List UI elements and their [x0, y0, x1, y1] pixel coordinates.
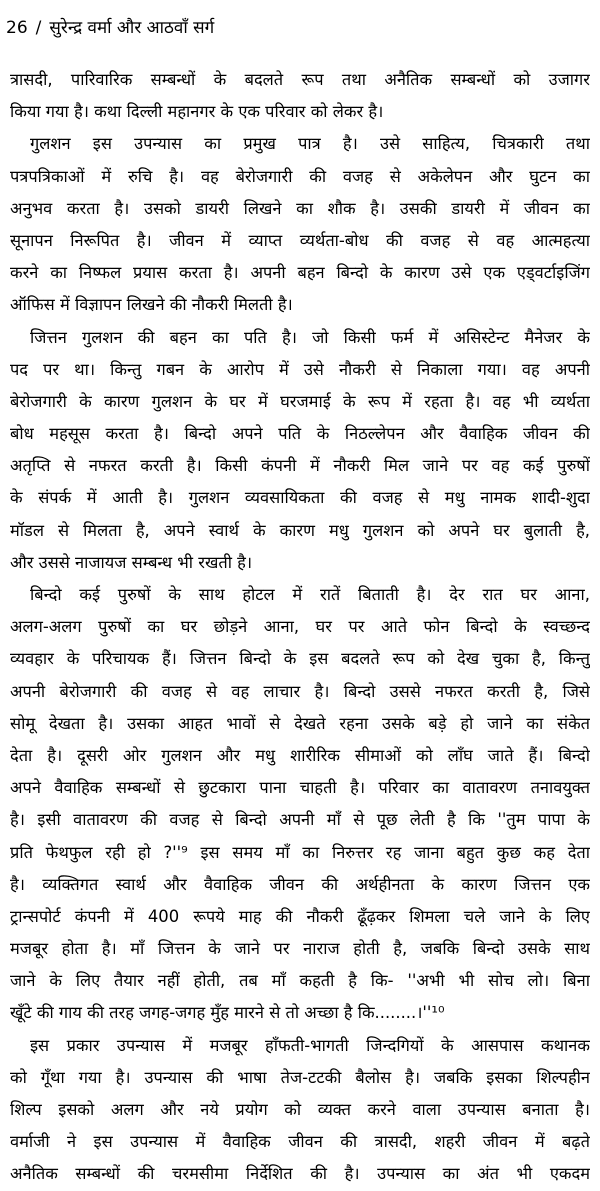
text-line: ऑफिस में विज्ञापन लिखने की नौकरी मिलती है। [10, 295, 293, 315]
text-line: बिन्दो कई पुरुषों के साथ होटल में रातें बिताती है। देर रात घर आना, [30, 585, 590, 604]
text-line: त्रासदी, पारिवारिक सम्बन्धों के बदलते रूप तथा अनैतिक सम्बन्धों को उजागर [10, 70, 590, 89]
text-line: करने का निष्फल प्रयास करता है। अपनी बहन बिन्दो के कारण उसे एक एड्वर्टाइजिंग [10, 263, 590, 283]
text-line: मजबूर होता है। माँ जित्तन के जाने पर नाराज होती है, जबकि बिन्दो उसके साथ [10, 939, 590, 959]
text-line: है। इसी वातावरण की वजह से बिन्दो अपनी माँ से पूछ लेती है कि ''तुम पापा के [10, 810, 590, 830]
text-line: इस प्रकार उपन्यास में मजबूर हाँफती-भागती जिन्दगियों के आसपास कथानक [30, 1035, 590, 1055]
text-line: को गूँथा गया है। उपन्यास की भाषा तेज-टटकी बैलोस है। जबकि इसका शिल्पहीन [10, 1067, 590, 1087]
text-line: प्रति फेथफुल रही हो ?''⁹ इस समय माँ का निरुत्तर रह जाना बहुत कुछ कह देता [10, 842, 590, 862]
text-line: अलग-अलग पुरुषों का घर छोड़ने आना, घर पर आते फोन बिन्दो के स्वच्छन्द [10, 617, 590, 637]
running-title: सुरेन्द्र वर्मा और आठवाँ सर्ग [49, 18, 215, 38]
text-line: बेरोजगारी के कारण गुलशन के घर में घरजमाई के रूप में रहता है। वह भी व्यर्थता [10, 391, 590, 411]
text-line: ट्रान्सपोर्ट कंपनी में 400 रूपये माह की नौकरी ढूँढ़कर शिमला चले जाने के लिए [10, 906, 590, 926]
text-line: पत्रपत्रिकाओं में रुचि है। वह बेरोजगारी की वजह से अकेलेपन और घुटन का [10, 166, 590, 186]
text-line: है। व्यक्तिगत स्वार्थ और वैवाहिक जीवन की अर्थहीनता के कारण जित्तन एक [10, 874, 590, 894]
text-line: शिल्प इसको अलग और नये प्रयोग को व्यक्त करने वाला उपन्यास बनाता है। [10, 1100, 590, 1119]
text-line: व्यवहार के परिचायक हैं। जित्तन बिन्दो के इस बदलते रूप को देख चुका है, किन्तु [10, 649, 590, 669]
text-line: सूनापन निरूपित है। जीवन में व्याप्त व्यर्थता-बोध की वजह से वह आत्महत्या [10, 230, 590, 250]
header-separator: / [35, 18, 42, 38]
running-header [6, 14, 594, 42]
text-line: अपने वैवाहिक सम्बन्धों से छुटकारा पाना चाहती है। परिवार का वातावरण तनावयुक्त [10, 778, 590, 798]
text-line: अतृप्ति से नफरत करती है। किसी कंपनी में नौकरी मिल जाने पर वह कई पुरुषों [10, 456, 590, 476]
text-line: पद पर था। किन्तु गबन के आरोप में उसे नौकरी से निकाला गया। वह अपनी [10, 359, 590, 379]
text-line: अनैतिक सम्बन्धों की चरमसीमा निर्देशित की है। उपन्यास का अंत भी एकदम [10, 1164, 590, 1184]
text-line: देता है। दूसरी ओर गुलशन और मधु शारीरिक सीमाओं को लाँघ जाते हैं। बिन्दो [10, 745, 590, 765]
text-line: अपनी बेरोजगारी की वजह से वह लाचार है। बिन्दो उससे नफरत करती है, जिसे [10, 681, 590, 701]
text-line: किया गया है। कथा दिल्ली महानगर के एक परिवार को लेकर है। [10, 102, 384, 122]
text-line: सोमू देखता है। उसका आहत भावों से देखते रहना उसके बड़े हो जाने का संकेत [10, 713, 590, 733]
text-line: और उससे नाजायज सम्बन्ध भी रखती है। [10, 552, 253, 572]
body-text [10, 64, 590, 1191]
text-line: जित्तन गुलशन की बहन का पति है। जो किसी फर्म में असिस्टेन्ट मैनेजर के [30, 327, 590, 347]
text-line: बोध महसूस करता है। बिन्दो अपने पति के निठल्लेपन और वैवाहिक जीवन की [10, 424, 590, 444]
text-line: जाने के लिए तैयार नहीं होती, तब माँ कहती है कि- ''अभी भी सोच लो। बिना [10, 971, 590, 991]
text-line: मॉडल से मिलता है, अपने स्वार्थ के कारण मधु गुलशन को अपने घर बुलाती है, [10, 520, 590, 540]
text-line: अनुभव करता है। उसको डायरी लिखने का शौक है। उसकी डायरी में जीवन का [10, 198, 590, 218]
text-line: गुलशन इस उपन्यास का प्रमुख पात्र है। उसे साहित्य, चित्रकारी तथा [30, 134, 590, 154]
text-line: खूँटे की गाय की तरह जगह-जगह मुँह मारने से तो अच्छा है कि........।''¹⁰ [10, 1003, 445, 1023]
page-number: 26 [6, 18, 28, 38]
text-line: के संपर्क में आती है। गुलशन व्यवसायिकता की वजह से मधु नामक शादी-शुदा [10, 488, 590, 508]
text-line: वर्माजी ने इस उपन्यास में वैवाहिक जीवन की त्रासदी, शहरी जीवन में बढ़ते [10, 1132, 590, 1152]
